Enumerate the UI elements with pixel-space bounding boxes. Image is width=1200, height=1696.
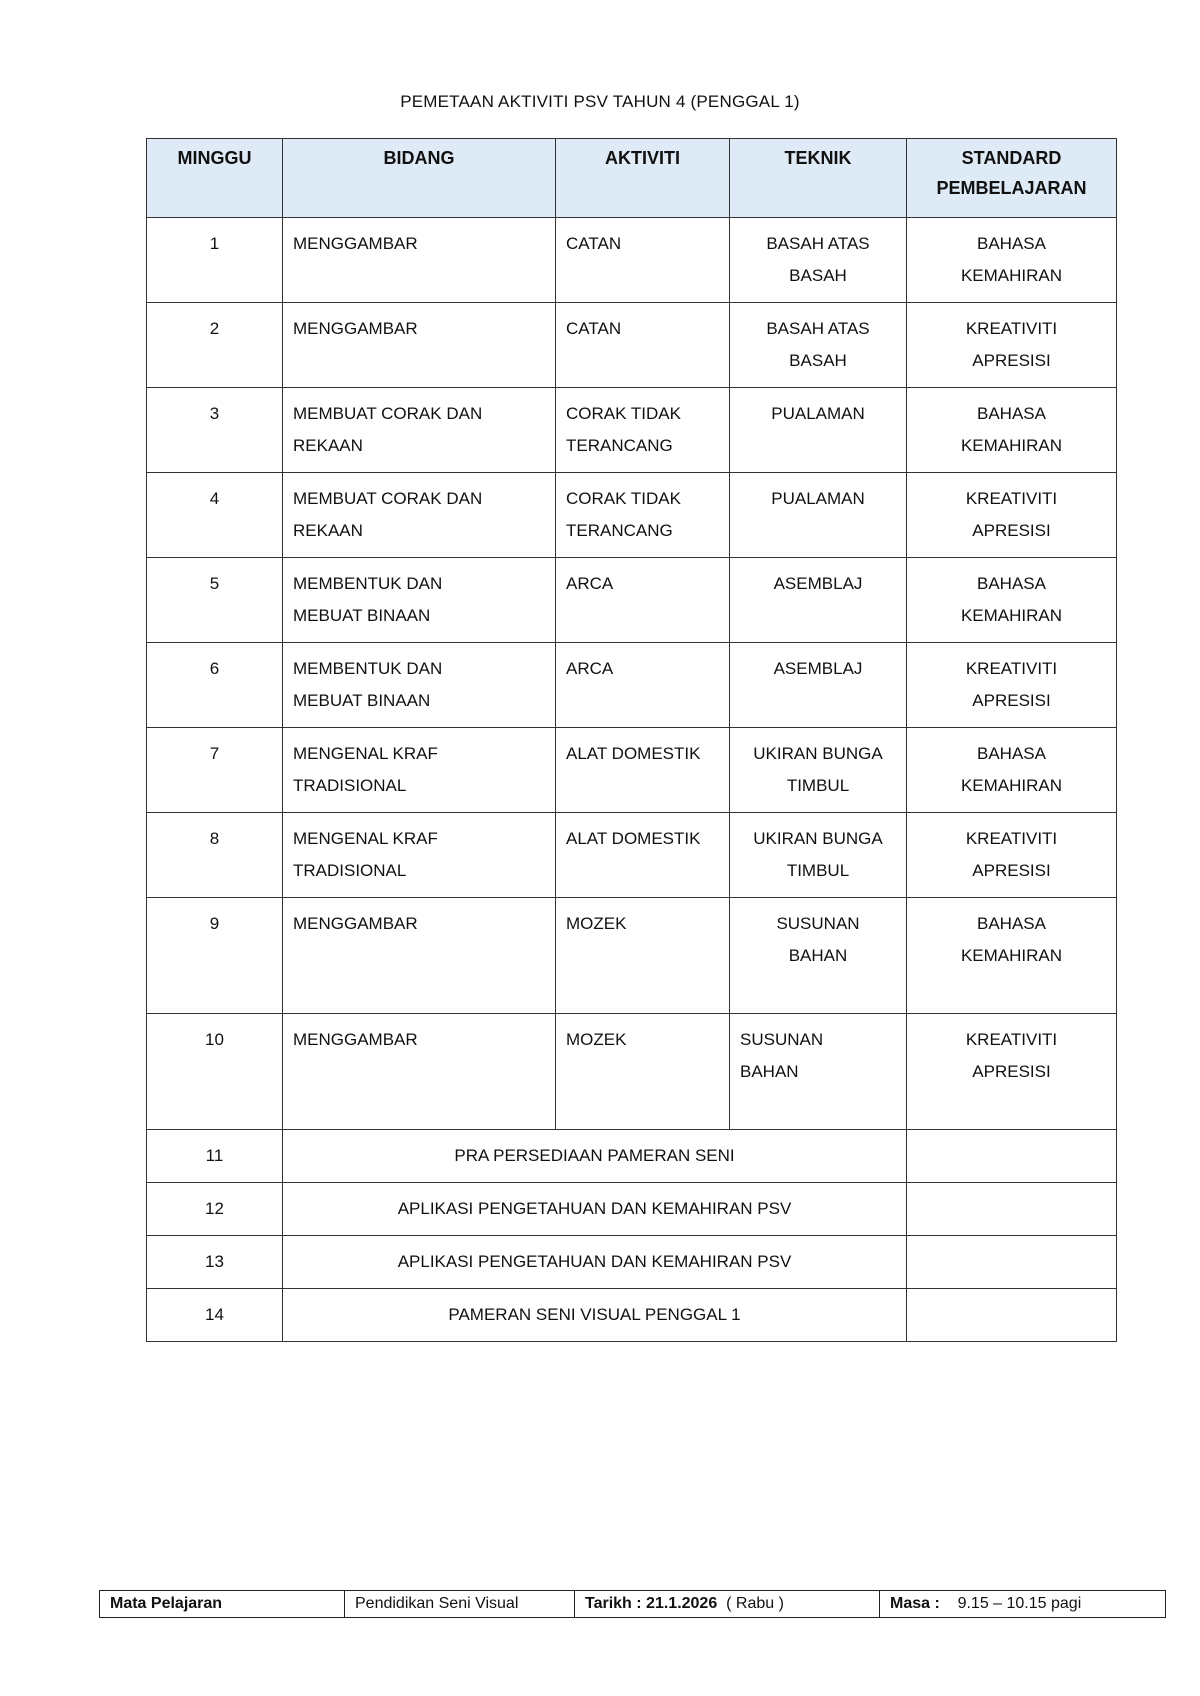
header-aktiviti: AKTIVITI — [556, 139, 730, 218]
table-header-row — [147, 139, 1117, 218]
cell-minggu: 10 — [147, 1014, 283, 1130]
footer-subject-value: Pendidikan Seni Visual — [345, 1591, 575, 1618]
cell-minggu: 13 — [147, 1236, 283, 1289]
cell-teknik: BASAH ATAS BASAH — [730, 218, 907, 303]
table-row — [147, 898, 1117, 1014]
cell-minggu: 2 — [147, 303, 283, 388]
cell-standard-empty — [907, 1183, 1117, 1236]
table-row-merged — [147, 1130, 1117, 1183]
cell-merged-activity: PAMERAN SENI VISUAL PENGGAL 1 — [283, 1289, 907, 1342]
cell-minggu: 5 — [147, 558, 283, 643]
cell-minggu: 7 — [147, 728, 283, 813]
table-row — [147, 728, 1117, 813]
table-row — [147, 388, 1117, 473]
footer-subject-label: Mata Pelajaran — [100, 1591, 345, 1618]
activity-table — [146, 138, 1117, 1342]
cell-standard: BAHASA KEMAHIRAN — [907, 558, 1117, 643]
cell-teknik: PUALAMAN — [730, 473, 907, 558]
cell-aktiviti: ALAT DOMESTIK — [556, 728, 730, 813]
footer-row — [100, 1591, 1166, 1618]
cell-merged-activity: PRA PERSEDIAAN PAMERAN SENI — [283, 1130, 907, 1183]
cell-bidang: MENGENAL KRAF TRADISIONAL — [283, 728, 556, 813]
table-row-merged — [147, 1289, 1117, 1342]
cell-merged-activity: APLIKASI PENGETAHUAN DAN KEMAHIRAN PSV — [283, 1236, 907, 1289]
cell-standard: BAHASA KEMAHIRAN — [907, 728, 1117, 813]
footer-time-label: Masa : — [890, 1595, 940, 1612]
footer-time-value: 9.15 – 10.15 pagi — [957, 1595, 1082, 1612]
cell-standard: KREATIVITI APRESISI — [907, 303, 1117, 388]
cell-standard: KREATIVITI APRESISI — [907, 813, 1117, 898]
footer-date — [575, 1591, 880, 1618]
cell-aktiviti: MOZEK — [556, 898, 730, 1014]
cell-minggu: 11 — [147, 1130, 283, 1183]
table-row — [147, 218, 1117, 303]
cell-bidang: MEMBUAT CORAK DAN REKAAN — [283, 473, 556, 558]
cell-minggu: 3 — [147, 388, 283, 473]
cell-bidang: MEMBUAT CORAK DAN REKAAN — [283, 388, 556, 473]
table-row — [147, 643, 1117, 728]
cell-standard-empty — [907, 1130, 1117, 1183]
cell-teknik: ASEMBLAJ — [730, 558, 907, 643]
table-row — [147, 813, 1117, 898]
cell-standard: BAHASA KEMAHIRAN — [907, 218, 1117, 303]
footer-date-day: ( Rabu ) — [726, 1595, 784, 1612]
cell-aktiviti: ARCA — [556, 558, 730, 643]
cell-standard-empty — [907, 1236, 1117, 1289]
table-row — [147, 1014, 1117, 1130]
cell-aktiviti: ARCA — [556, 643, 730, 728]
table-row — [147, 473, 1117, 558]
cell-standard: KREATIVITI APRESISI — [907, 643, 1117, 728]
cell-bidang: MENGGAMBAR — [283, 898, 556, 1014]
cell-minggu: 6 — [147, 643, 283, 728]
cell-bidang: MEMBENTUK DAN MEBUAT BINAAN — [283, 558, 556, 643]
cell-minggu: 1 — [147, 218, 283, 303]
cell-aktiviti: CORAK TIDAK TERANCANG — [556, 473, 730, 558]
cell-teknik: UKIRAN BUNGA TIMBUL — [730, 728, 907, 813]
table-row-merged — [147, 1183, 1117, 1236]
cell-minggu: 4 — [147, 473, 283, 558]
header-teknik: TEKNIK — [730, 139, 907, 218]
cell-bidang: MEMBENTUK DAN MEBUAT BINAAN — [283, 643, 556, 728]
cell-teknik: SUSUNAN BAHAN — [730, 898, 907, 1014]
cell-minggu: 12 — [147, 1183, 283, 1236]
cell-bidang: MENGGAMBAR — [283, 218, 556, 303]
cell-aktiviti: CATAN — [556, 218, 730, 303]
table-row — [147, 558, 1117, 643]
cell-teknik: BASAH ATAS BASAH — [730, 303, 907, 388]
cell-aktiviti: CATAN — [556, 303, 730, 388]
cell-teknik: SUSUNAN BAHAN — [730, 1014, 907, 1130]
cell-standard: BAHASA KEMAHIRAN — [907, 898, 1117, 1014]
cell-minggu: 8 — [147, 813, 283, 898]
cell-standard: BAHASA KEMAHIRAN — [907, 388, 1117, 473]
footer-date-label: Tarikh : 21.1.2026 — [585, 1595, 718, 1612]
cell-bidang: MENGENAL KRAF TRADISIONAL — [283, 813, 556, 898]
cell-teknik: PUALAMAN — [730, 388, 907, 473]
cell-bidang: MENGGAMBAR — [283, 1014, 556, 1130]
header-minggu: MINGGU — [147, 139, 283, 218]
cell-minggu: 14 — [147, 1289, 283, 1342]
page-title: PEMETAAN AKTIVITI PSV TAHUN 4 (PENGGAL 1) — [400, 92, 800, 111]
cell-standard-empty — [907, 1289, 1117, 1342]
cell-standard: KREATIVITI APRESISI — [907, 1014, 1117, 1130]
header-standard: STANDARD PEMBELAJARAN — [907, 139, 1117, 218]
table-row-merged — [147, 1236, 1117, 1289]
cell-aktiviti: MOZEK — [556, 1014, 730, 1130]
cell-aktiviti: CORAK TIDAK TERANCANG — [556, 388, 730, 473]
footer-info-table — [99, 1590, 1166, 1618]
header-bidang: BIDANG — [283, 139, 556, 218]
cell-standard: KREATIVITI APRESISI — [907, 473, 1117, 558]
table-row — [147, 303, 1117, 388]
cell-minggu: 9 — [147, 898, 283, 1014]
footer-time — [880, 1591, 1166, 1618]
cell-teknik: UKIRAN BUNGA TIMBUL — [730, 813, 907, 898]
cell-aktiviti: ALAT DOMESTIK — [556, 813, 730, 898]
cell-merged-activity: APLIKASI PENGETAHUAN DAN KEMAHIRAN PSV — [283, 1183, 907, 1236]
cell-teknik: ASEMBLAJ — [730, 643, 907, 728]
cell-bidang: MENGGAMBAR — [283, 303, 556, 388]
